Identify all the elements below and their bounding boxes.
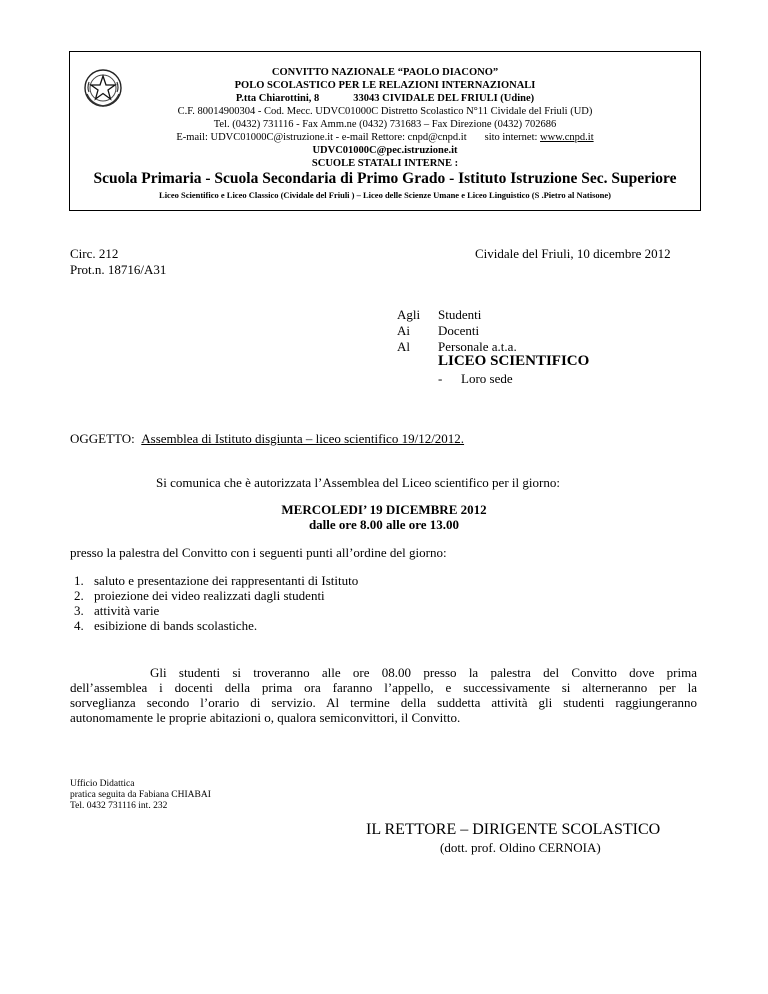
recipient-staff: Personale a.t.a. [438,339,517,354]
paragraph-line: Gli studenti si troveranno alle ore 08.00 presso la palestra del Convitto dove prima [150,665,697,680]
signature-title: IL RETTORE – DIRIGENTE SCOLASTICO [366,821,661,838]
header-line-school: CONVITTO NAZIONALE “PAOLO DIACONO” [271,67,499,78]
office-name: Ufficio Didattica [70,779,135,789]
agenda-number: 2. [74,588,84,603]
agenda-item: saluto e presentazione dei rappresentanti di Istituto [94,573,359,588]
header-line-schools: Scuola Primaria - Scuola Secondaria di Primo Grado - Istituto Istruzione Sec. Superiore [93,170,677,187]
recipient-students: Studenti [438,307,482,322]
intro-text: Si comunica che è autorizzata l’Assemblea del Liceo scientifico per il giorno: [156,475,560,490]
header-line-licei: Liceo Scientifico e Liceo Classico (Cividale del Friuli ) – Liceo delle Scienze Umane e Liceo Linguistico (S .Pietro al Natisone) [159,190,611,200]
header-line-phones: Tel. (0432) 731116 - Fax Amm.ne (0432) 731683 – Fax Direzione (0432) 702686 [213,119,557,130]
subject-label: OGGETTO: [70,431,135,446]
circular-number: Circ. 212 [70,246,119,261]
header-site-label: sito internet: [484,132,538,143]
header-line-polo: POLO SCOLASTICO PER LE RELAZIONI INTERNAZIONALI [234,80,536,91]
website-link[interactable]: www.cnpd.it [540,132,594,143]
recipient-loro-sede: Loro sede [461,371,513,386]
location-text: presso la palestra del Convitto con i seguenti punti all’ordine del giorno: [70,545,447,560]
protocol-number: Prot.n. 18716/A31 [70,262,167,277]
agenda-item: proiezione dei video realizzati dagli studenti [94,588,325,603]
agenda-item: esibizione di bands scolastiche. [94,618,258,633]
recipient-prefix-1: Agli [397,307,421,322]
assembly-date: MERCOLEDI’ 19 DICEMBRE 2012 [281,502,487,517]
recipient-dash: - [438,371,443,386]
header-address-city: 33043 CIVIDALE DEL FRIULI (Udine) [353,93,535,104]
paragraph-line: dell’assemblea i docenti della prima ora faranno l’appello, e successivamente si alterneranno per la [70,680,697,695]
subject-line [70,431,464,447]
header-line-schools-label: SCUOLE STATALI INTERNE : [311,158,459,169]
header-line-email [70,132,700,143]
header-email: E-mail: UDVC01000C@istruzione.it - e-mail Rettore: cnpd@cnpd.it [176,132,467,143]
office-phone: Tel. 0432 731116 int. 232 [70,801,168,811]
recipient-liceo: LICEO SCIENTIFICO [438,353,590,369]
header-address-street: P.tta Chiarottini, 8 [235,93,320,104]
header-line-address [70,93,700,104]
office-handler: pratica seguita da Fabiana CHIABAI [70,790,211,800]
agenda-number: 4. [74,618,84,633]
agenda-item: attività varie [94,603,160,618]
signature-name: (dott. prof. Oldino CERNOIA) [440,840,601,855]
agenda-number: 1. [74,573,84,588]
recipient-prefix-3: Al [397,339,410,354]
paragraph-line: sorveglianza secondo l’orario di servizio. Al termine della suddetta attività gli studenti raggiungeranno [70,695,697,710]
assembly-time: dalle ore 8.00 alle ore 13.00 [308,517,460,532]
agenda-number: 3. [74,603,84,618]
place-date: Cividale del Friuli, 10 dicembre 2012 [475,246,671,261]
header-line-pec: UDVC01000C@pec.istruzione.it [312,145,458,156]
subject-text: Assemblea di Istituto disgiunta – liceo scientifico 19/12/2012. [141,431,465,446]
paragraph-line: autonomamente le proprie abitazioni o, qualora semiconvittori, il Convitto. [70,710,461,725]
recipient-prefix-2: Ai [397,323,410,338]
letterhead-box [69,51,701,211]
header-line-codes: C.F. 80014900304 - Cod. Mecc. UDVC01000C Distretto Scolastico N°11 Cividale del Friuli (UD) [177,106,593,117]
recipient-teachers: Docenti [438,323,480,338]
